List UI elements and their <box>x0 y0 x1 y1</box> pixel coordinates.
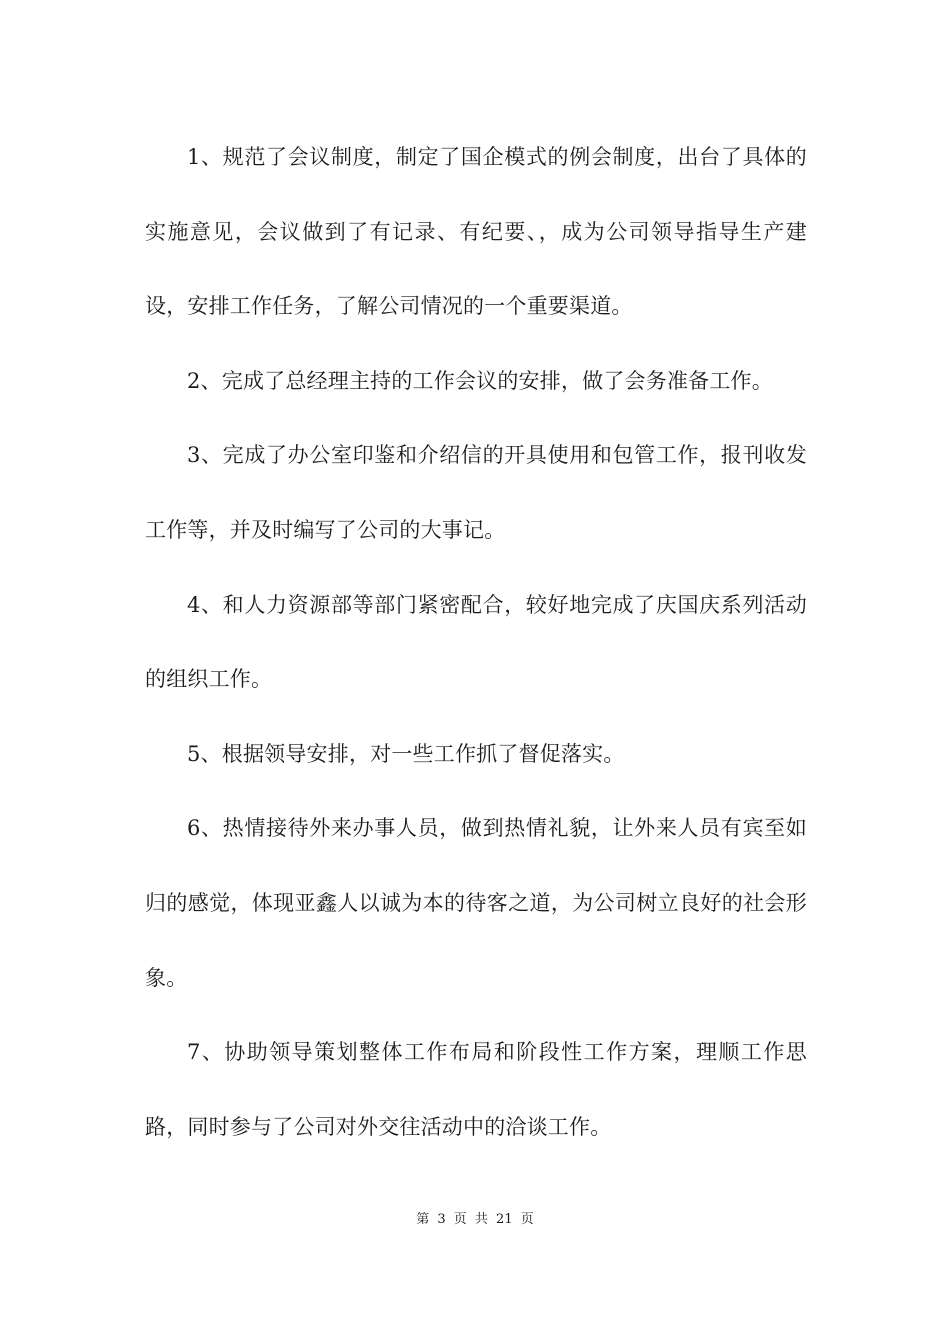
paragraph-5: 5、根据领导安排，对一些工作抓了督促落实。 <box>187 741 625 766</box>
paragraph-7: 7、协助领导策划整体工作布局和阶段性工作方案，理顺工作思路，同时参与了公司对外交往活动中的洽谈工作。 <box>145 1040 807 1139</box>
paragraph-3: 3、完成了办公室印鉴和介绍信的开具使用和包管工作，报刊收发工作等，并及时编写了公司的大事记。 <box>145 443 807 542</box>
paragraph-2: 2、完成了总经理主持的工作会议的安排，做了会务准备工作。 <box>187 368 773 393</box>
paragraph-4: 4、和人力资源部等部门紧密配合，较好地完成了庆国庆系列活动的组织工作。 <box>145 592 807 692</box>
paragraph-6: 6、热情接待外来办事人员，做到热情礼貌，让外来人员有宾至如归的感觉，体现亚鑫人以诚为本的待客之道，为公司树立良好的社会形象。 <box>145 816 807 990</box>
paragraph-1: 1、规范了会议制度，制定了国企模式的例会制度，出台了具体的实施意见，会议做到了有记录、有纪要、，成为公司领导指导生产建设，安排工作任务，了解公司情况的一个重要渠道。 <box>145 145 807 319</box>
page-number-footer: 第 3 页 共 21 页 <box>416 1212 534 1227</box>
document-body <box>145 120 807 1164</box>
